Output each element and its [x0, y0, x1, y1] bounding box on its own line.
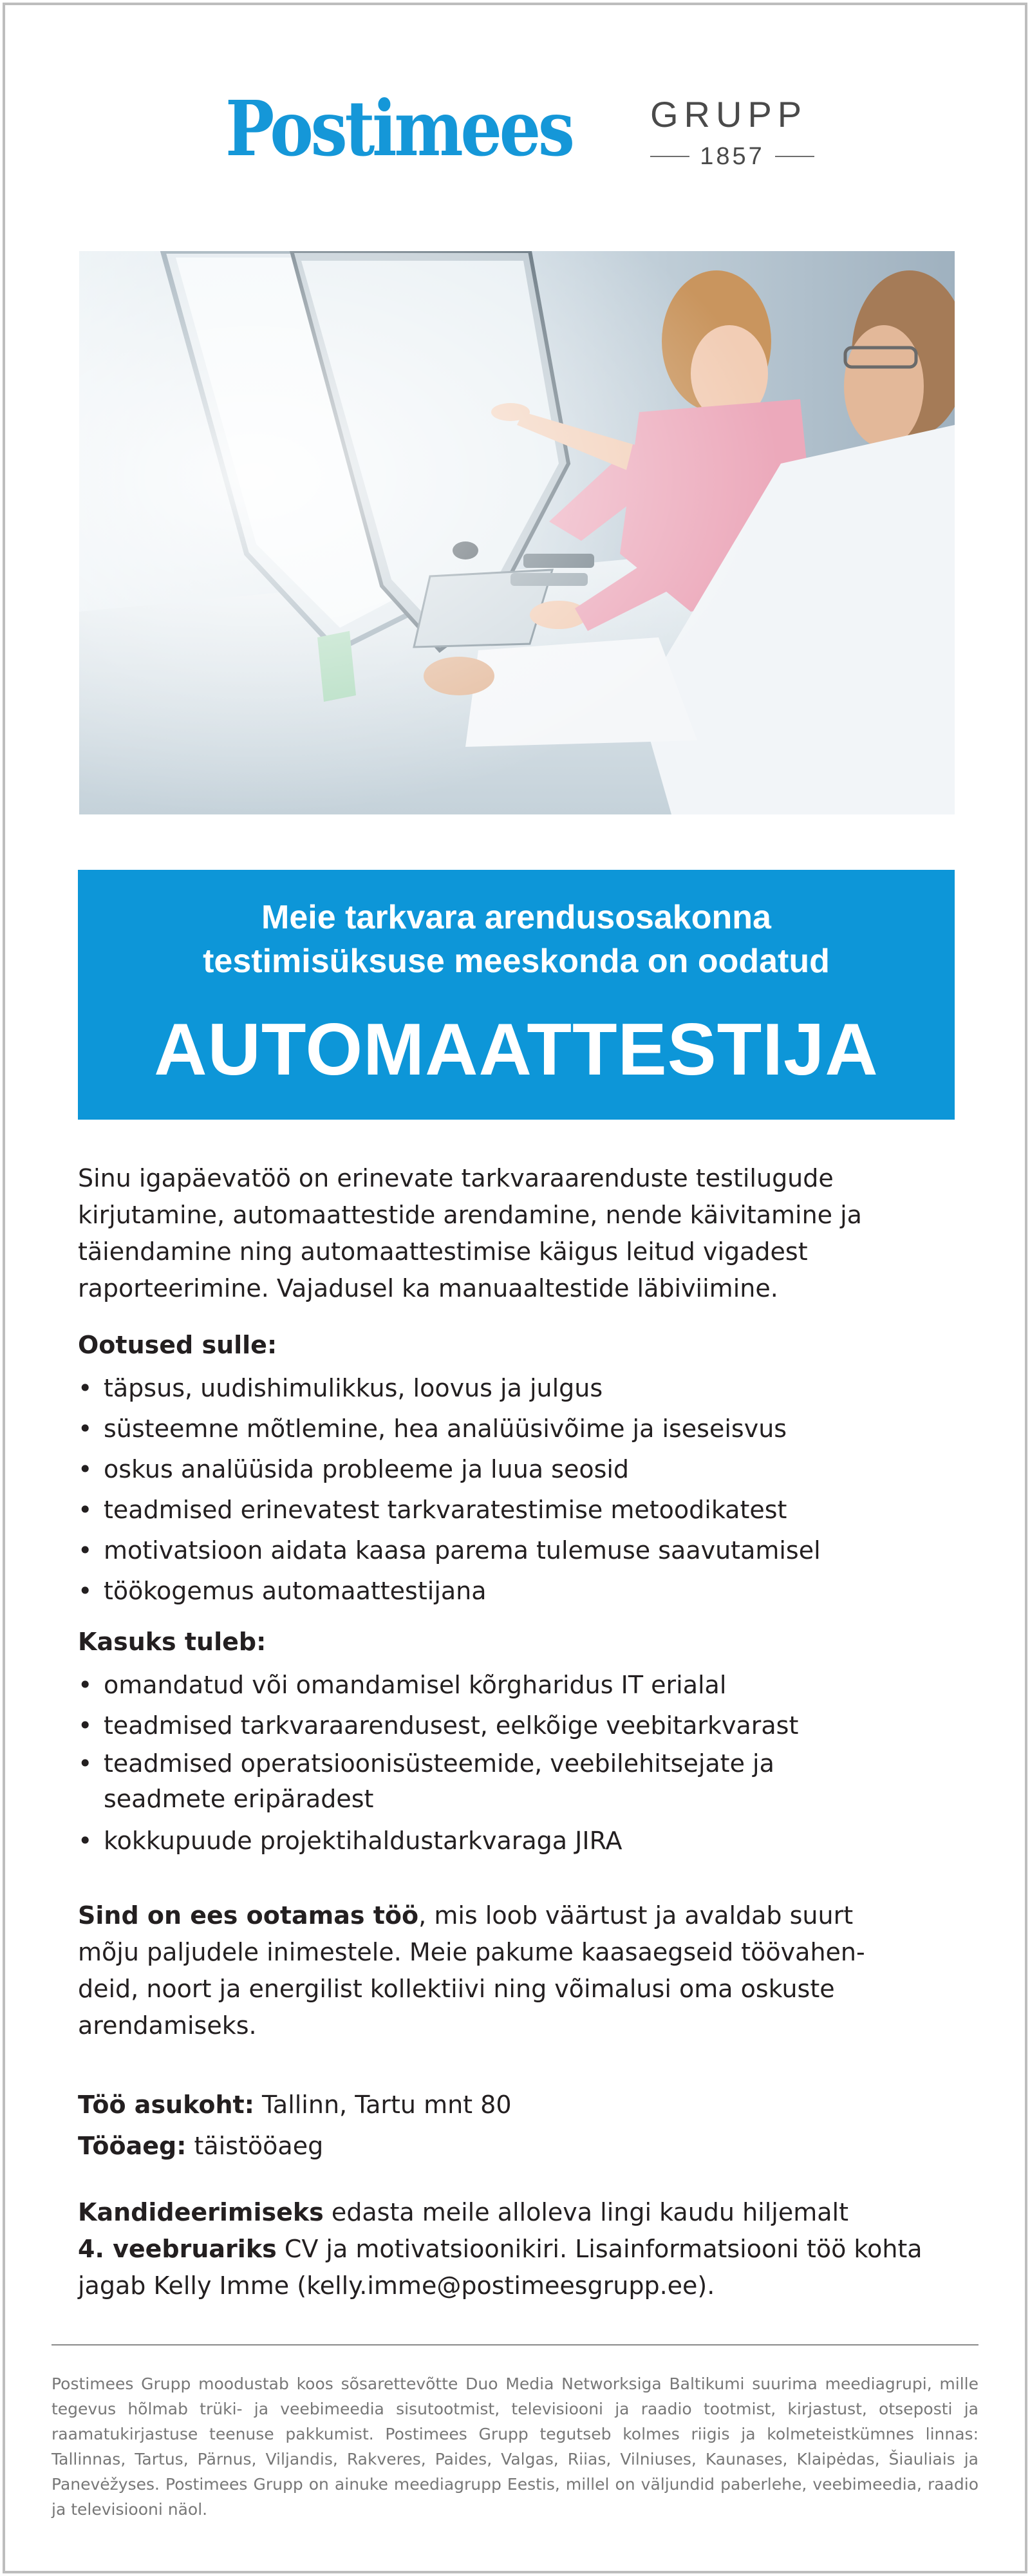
expectations-section	[78, 1327, 955, 1612]
list-item: • töökogemus automaattestijana	[78, 1571, 955, 1612]
logo-rule-left	[650, 156, 689, 157]
job-title: AUTOMAATTESTIJA	[154, 1009, 879, 1091]
logo-brand-word: Postimees	[225, 84, 572, 173]
apply-line	[78, 2194, 955, 2231]
worktime-label: Tööaeg:	[78, 2132, 187, 2160]
worktime-value: täistööaeg	[194, 2132, 324, 2160]
offer-paragraph	[78, 1897, 955, 2044]
offer-lead: Sind on ees ootamas töö	[78, 1901, 419, 1930]
banner-subtitle-line-1: Meie tarkvara arendusosakonna	[261, 899, 771, 936]
offer-line: arendamiseks.	[78, 2011, 257, 2040]
list-item: • omandatud või omandamisel kõrgharidus IT erialal	[78, 1665, 955, 1706]
intro-line: raporteerimine. Vajadusel ka manuaaltestide läbiviimine.	[78, 1274, 778, 1302]
offer-line: deid, noort ja energilist kollektiivi ning võimalusi oma oskuste	[78, 1975, 835, 2003]
list-item: • kokkupuude projektihaldustarkvaraga JIRA	[78, 1821, 955, 1861]
logo-year-row	[650, 140, 814, 173]
apply-paragraph	[78, 2194, 955, 2304]
list-item-line: seadmete eripäradest	[104, 1785, 374, 1813]
intro-line: Sinu igapäevatöö on erinevate tarkvaraarenduste testilugude	[78, 1164, 834, 1192]
banner-subtitle-line-2: testimisüksuse meeskonda on oodatud	[203, 943, 830, 980]
apply-lead: Kandideerimiseks	[78, 2198, 324, 2226]
list-item: • teadmised erinevatest tarkvaratestimise metoodikatest	[78, 1490, 955, 1530]
logo-year: 1857	[700, 142, 765, 170]
apply-line-2-rest: CV ja motivatsioonikiri. Lisainformatsiooni töö kohta	[284, 2235, 922, 2263]
banner-subtitle	[78, 896, 955, 983]
list-item: • oskus analüüsida probleeme ja luua seosid	[78, 1449, 955, 1490]
location-row	[78, 2084, 955, 2125]
logo-rule-right	[775, 156, 814, 157]
offer-line	[78, 1897, 955, 1934]
job-details	[78, 2084, 955, 2167]
expectations-list	[78, 1368, 955, 1612]
office-photo	[79, 251, 955, 814]
location-value: Tallinn, Tartu mnt 80	[261, 2091, 512, 2119]
apply-line: jagab Kelly Imme (kelly.imme@postimeesgrupp.ee).	[78, 2271, 715, 2300]
list-item: • täpsus, uudishimulikkus, loovus ja julgus	[78, 1368, 955, 1409]
apply-line	[78, 2231, 955, 2268]
intro-line: täiendamine ning automaattestimise käigus leitud vigadest	[78, 1237, 808, 1266]
list-item: • motivatsioon aidata kaasa parema tulemuse saavutamisel	[78, 1530, 955, 1571]
worktime-row	[78, 2125, 955, 2167]
offer-line-1-rest: , mis loob väärtust ja avaldab suurt	[418, 1901, 854, 1930]
offer-line: mõju paljudele inimestele. Meie pakume kaasaegseid töövahen-	[78, 1938, 865, 1966]
intro-line: kirjutamine, automaattestide arendamine, nende käivitamine ja	[78, 1201, 862, 1229]
apply-line-1-rest: edasta meile alloleva lingi kaudu hiljemalt	[331, 2198, 848, 2226]
advantages-heading: Kasuks tuleb:	[78, 1628, 267, 1656]
apply-deadline: 4. veebruariks	[78, 2235, 277, 2263]
expectations-heading: Ootused sulle:	[78, 1331, 277, 1359]
office-photo-illustration	[79, 251, 955, 814]
advantages-list	[78, 1665, 955, 1861]
footer-divider	[52, 2344, 979, 2346]
list-item-line: teadmised operatsioonisüsteemide, veebilehitsejate ja	[104, 1749, 774, 1778]
list-item: • teadmised tarkvaraarendusest, eelkõige veebitarkvarast	[78, 1706, 955, 1746]
logo-grupp-word: GRUPP	[650, 94, 808, 135]
location-label: Töö asukoht:	[78, 2091, 254, 2119]
intro-paragraph	[78, 1160, 955, 1307]
list-item: • süsteemne mõtlemine, hea analüüsivõime ja iseseisvus	[78, 1409, 955, 1449]
advantages-section	[78, 1624, 955, 1861]
company-footer-text: Postimees Grupp moodustab koos sõsarettevõtte Duo Media Networksiga Baltikumi suurima meediagrupi, mille tegevus hõlmab trüki- ja veebimeedia sisutootmist, televisiooni ja raadio tootmist, kirjastust, otseposti ja raamatukirjastuse teenuse pakkumist. Postimees Grupp tegutseb kolmes riigis ja kolmeteistkümnes linnas: Tallinnas, Tartus, Pärnus, Viljandis, Rakveres, Paides, Valgas, Riias, Vilniuses, Kaunases, Klaipėdas, Šiauliais ja Panevėžyses. Postimees Grupp on ainuke meediagrupp Eestis, millel on väljundid paberlehe, veebimeedia, raadio ja televisiooni näol.	[52, 2374, 979, 2519]
list-item	[78, 1746, 955, 1817]
job-title-banner	[78, 870, 955, 1120]
